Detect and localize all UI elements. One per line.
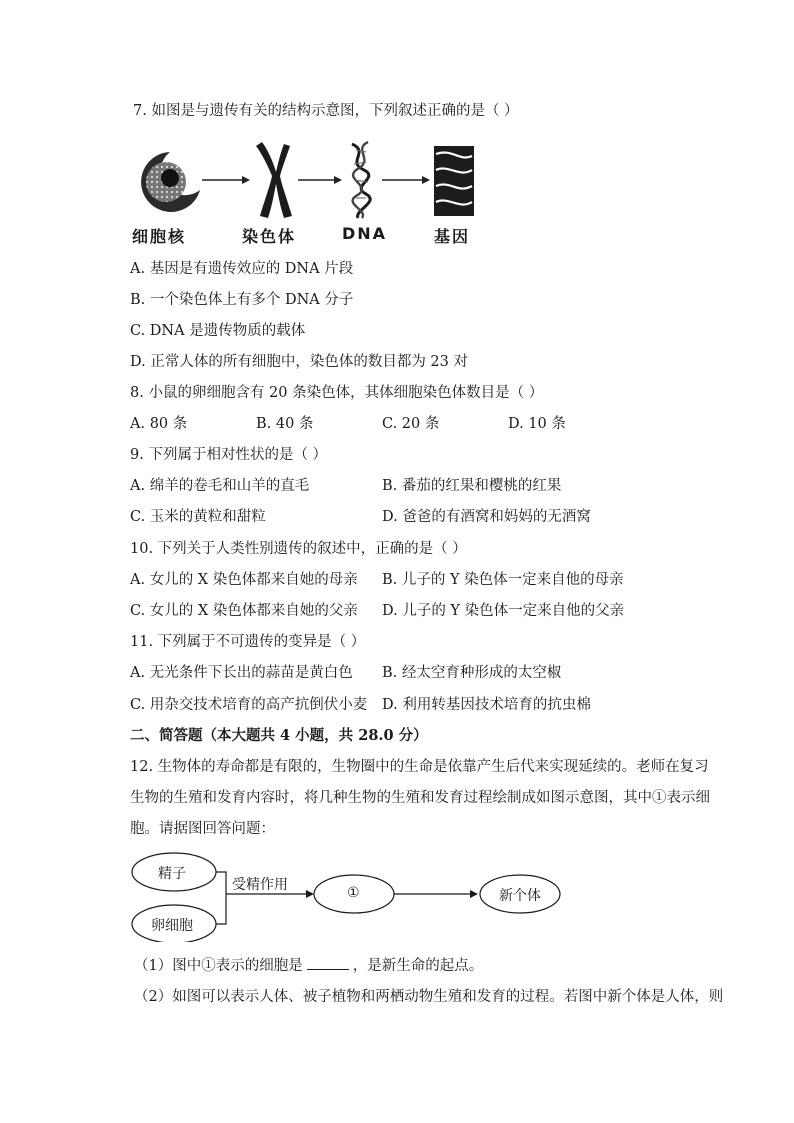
arrow-icon bbox=[382, 176, 430, 184]
q8-option-b[interactable]: B. 40 条 bbox=[256, 416, 314, 432]
q12-stem-line-3: 胞。请据图回答问题： bbox=[130, 821, 275, 837]
egg-label: 卵细胞 bbox=[151, 918, 193, 934]
arrow-icon bbox=[298, 176, 342, 184]
fertilization-connector bbox=[216, 872, 226, 924]
q8-stem: 8. 小鼠的卵细胞含有 20 条染色体，其体细胞染色体数目是（ ） bbox=[130, 385, 544, 401]
q11-option-c[interactable]: C. 用杂交技术培育的高产抗倒伏小麦 bbox=[130, 697, 368, 713]
q11-option-d[interactable]: D. 利用转基因技术培育的抗虫棉 bbox=[382, 697, 591, 713]
q7-option-c[interactable]: C. DNA 是遗传物质的载体 bbox=[130, 323, 306, 339]
section-heading: 二、简答题（本大题共 4 小题，共 28.0 分） bbox=[130, 727, 428, 744]
q12-sub1-suffix: ，是新生命的起点。 bbox=[352, 958, 484, 974]
q12-sub2: （2）如图可以表示人体、被子植物和两栖动物生殖和发育的过程。若图中新个体是人体，则 bbox=[134, 989, 724, 1005]
q9-option-a[interactable]: A. 绵羊的卷毛和山羊的直毛 bbox=[130, 478, 310, 494]
q7-option-a[interactable]: A. 基因是有遗传效应的 DNA 片段 bbox=[130, 261, 354, 277]
q12-sub1 bbox=[134, 955, 483, 976]
arrow-icon bbox=[394, 890, 478, 898]
q11-stem: 11. 下列属于不可遗传的变异是（ ） bbox=[130, 634, 366, 650]
q7-option-d[interactable]: D. 正常人体的所有细胞中，染色体的数目都为 23 对 bbox=[130, 354, 468, 370]
q9-stem: 9. 下列属于相对性状的是（ ） bbox=[130, 447, 328, 463]
figure-label-dna: DNA bbox=[342, 224, 388, 243]
q9-option-c[interactable]: C. 玉米的黄粒和甜粒 bbox=[130, 509, 266, 525]
q7-option-b[interactable]: B. 一个染色体上有多个 DNA 分子 bbox=[130, 292, 354, 308]
q11-option-a[interactable]: A. 无光条件下长出的蒜苗是黄白色 bbox=[130, 665, 353, 681]
sperm-label: 精子 bbox=[158, 866, 186, 882]
q7-stem: 7. 如图是与遗传有关的结构示意图，下列叙述正确的是（ ） bbox=[133, 103, 519, 119]
q10-option-d[interactable]: D. 儿子的 Y 染色体一定来自他的父亲 bbox=[382, 603, 625, 619]
new-individual-label: 新个体 bbox=[499, 888, 541, 904]
zygote-label: ① bbox=[347, 885, 360, 901]
q10-option-c[interactable]: C. 女儿的 X 染色体都来自她的父亲 bbox=[130, 603, 358, 619]
q8-option-a[interactable]: A. 80 条 bbox=[130, 416, 188, 432]
q10-option-a[interactable]: A. 女儿的 X 染色体都来自她的母亲 bbox=[130, 572, 358, 588]
fertilization-label: 受精作用 bbox=[232, 877, 288, 893]
cell-nucleus-icon bbox=[141, 152, 200, 212]
dna-helix-icon bbox=[352, 142, 370, 218]
q12-diagram bbox=[130, 850, 570, 942]
q12-stem-line-2: 生物的生殖和发育内容时，将几种生物的生殖和发育过程绘制成如图示意图，其中①表示细 bbox=[130, 790, 710, 806]
figure-label-nucleus: 细胞核 bbox=[132, 227, 187, 246]
q8-option-c[interactable]: C. 20 条 bbox=[382, 416, 440, 432]
q10-option-b[interactable]: B. 儿子的 Y 染色体一定来自他的母亲 bbox=[382, 572, 624, 588]
q12-stem-line-1: 12. 生物体的寿命都是有限的，生物圈中的生命是依靠产生后代来实现延续的。老师在复习 bbox=[130, 759, 709, 775]
q8-option-d[interactable]: D. 10 条 bbox=[508, 416, 566, 432]
q7-figure bbox=[130, 140, 490, 250]
q9-option-b[interactable]: B. 番茄的红果和樱桃的红果 bbox=[382, 478, 562, 494]
q12-sub1-prefix: （1）图中①表示的细胞是 bbox=[134, 958, 303, 974]
q10-stem: 10. 下列关于人类性别遗传的叙述中，正确的是（ ） bbox=[130, 541, 467, 557]
figure-label-chromosome: 染色体 bbox=[242, 227, 297, 246]
chromosome-icon bbox=[256, 142, 292, 218]
figure-label-gene: 基因 bbox=[434, 227, 471, 246]
answer-blank[interactable] bbox=[307, 955, 349, 970]
gene-segment-icon bbox=[434, 146, 474, 216]
q9-option-d[interactable]: D. 爸爸的有酒窝和妈妈的无酒窝 bbox=[382, 509, 591, 525]
arrow-icon bbox=[202, 176, 250, 184]
q11-option-b[interactable]: B. 经太空育种形成的太空椒 bbox=[382, 665, 562, 681]
